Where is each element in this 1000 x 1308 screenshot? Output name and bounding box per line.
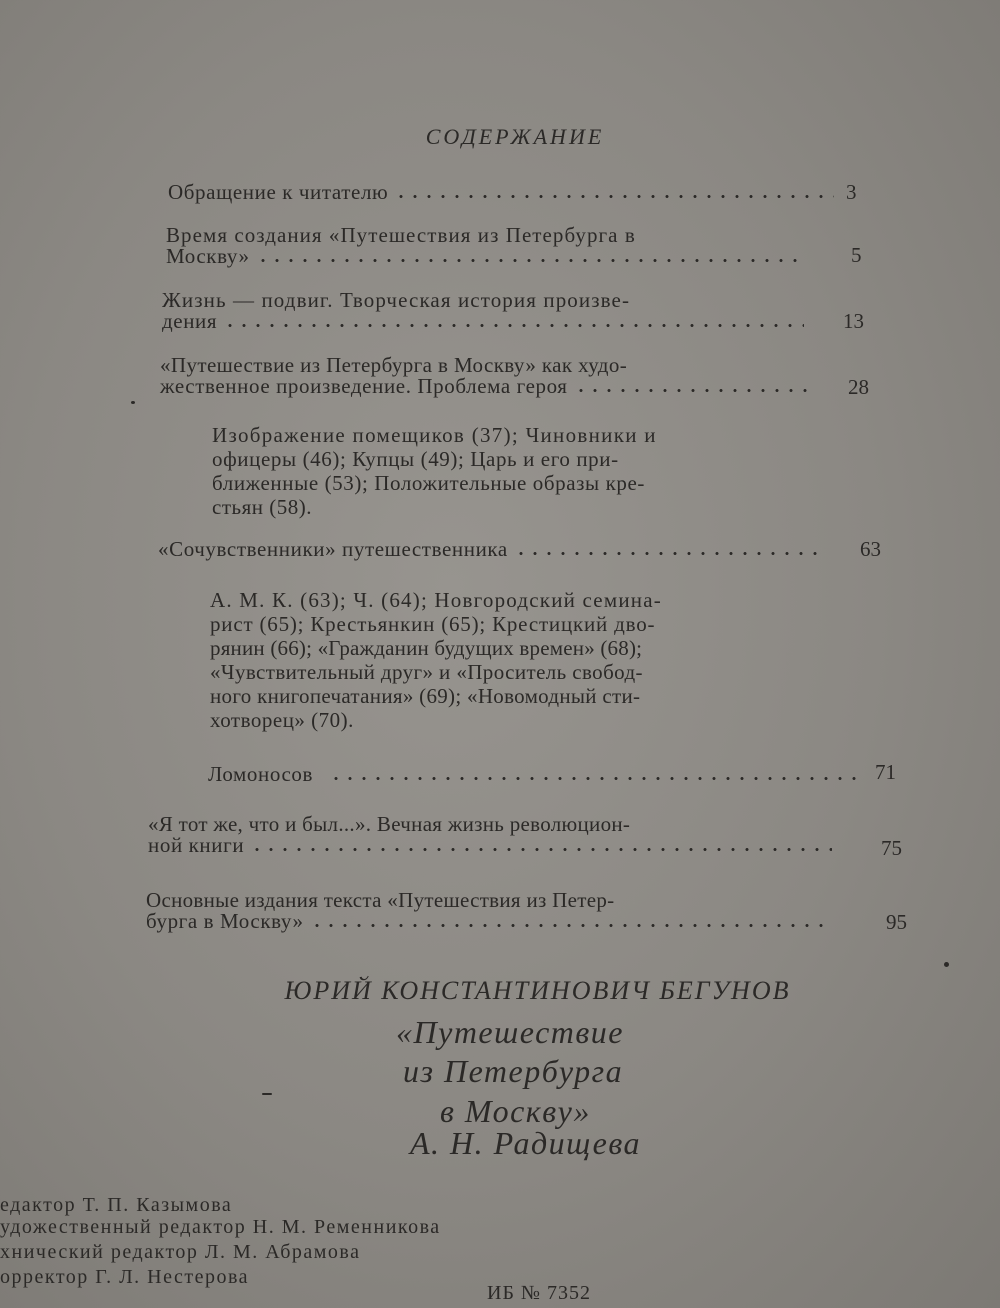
toc-sub-line: А. М. К. (63); Ч. (64); Новгородский семина- — [210, 588, 662, 612]
dot-leader — [329, 776, 862, 781]
dot-leader — [574, 388, 809, 393]
toc-entry-5 — [158, 539, 826, 560]
toc-entry-1 — [168, 182, 840, 203]
toc-entry-4 — [160, 355, 815, 397]
toc-sub-line: «Чувствительный друг» и «Проситель свобод- — [210, 660, 643, 684]
toc-sub-line: Изображение помещиков (37); Чиновники и — [212, 423, 657, 447]
toc-entry-line: Жизнь — подвиг. Творческая история произве- — [162, 288, 631, 312]
paper-speck — [262, 1093, 272, 1095]
toc-sub-line: рист (65); Крестьянкин (65); Крестицкий дво- — [210, 612, 656, 636]
toc-entry-title: бурга в Москву» — [146, 909, 304, 933]
toc-page-number: 3 — [846, 180, 857, 204]
ib-number: ИБ № 7352 — [487, 1282, 592, 1304]
toc-page-number: 13 — [843, 309, 864, 333]
toc-entry-2 — [166, 225, 806, 267]
toc-entry-title: «Сочувственники» путешественника — [158, 537, 508, 561]
book-title-line: «Путешествие — [396, 1014, 624, 1050]
toc-subsection-2 — [210, 588, 662, 732]
paper-speck — [944, 962, 949, 967]
toc-subsection-1 — [212, 423, 657, 519]
toc-page-number: 5 — [851, 243, 862, 267]
toc-sub-line: рянин (66); «Гражданин будущих времен» (68); — [210, 636, 643, 660]
toc-entry-line: «Путешествие из Петербурга в Москву» как худо- — [160, 353, 628, 377]
toc-page-number: 63 — [860, 537, 881, 561]
dot-leader — [514, 551, 820, 556]
dot-leader — [256, 258, 800, 263]
dot-leader — [394, 194, 834, 199]
toc-entry-line: Основные издания текста «Путешествия из Петер- — [146, 888, 615, 912]
toc-sub-line: стьян (58). — [212, 495, 312, 519]
dot-leader — [310, 923, 832, 928]
toc-entry-title: жественное произведение. Проблема героя — [160, 374, 568, 398]
dot-leader — [223, 323, 804, 328]
toc-entry-title: ной книги — [148, 833, 245, 857]
toc-entry-8 — [146, 890, 838, 932]
credit-tech-editor: хнический редактор Л. М. Абрамова — [0, 1241, 361, 1263]
toc-entry-title: Обращение к читателю — [168, 180, 389, 204]
toc-sub-line: ближенные (53); Положительные образы кре- — [212, 471, 646, 495]
toc-entry-title: Ломоносов — [208, 762, 314, 786]
toc-entry-6 — [208, 764, 868, 785]
toc-page-number: 75 — [881, 836, 902, 860]
credit-proofreader: орректор Г. Л. Нестерова — [0, 1266, 250, 1288]
toc-entry-3 — [162, 290, 810, 332]
toc-entry-7 — [148, 814, 838, 856]
toc-entry-line: Время создания «Путешествия из Петербурга в — [166, 223, 636, 247]
credit-art-editor: удожественный редактор Н. М. Ременникова — [0, 1216, 441, 1238]
toc-sub-line: офицеры (46); Купцы (49); Царь и его при- — [212, 447, 619, 471]
book-title-line: из Петербурга — [403, 1053, 624, 1089]
paper-speck — [131, 401, 135, 404]
toc-sub-line: хотворец» (70). — [210, 708, 354, 732]
book-title-line: А. Н. Радищева — [410, 1125, 641, 1161]
toc-entry-title: дения — [162, 309, 218, 333]
book-title-line: в Москву» — [440, 1093, 591, 1129]
credit-editor: едактор Т. П. Казымова — [0, 1194, 233, 1216]
toc-entry-title: Москву» — [166, 244, 250, 268]
contents-heading: СОДЕРЖАНИЕ — [425, 124, 605, 149]
toc-sub-line: ного книгопечатания» (69); «Новомодный сти- — [210, 684, 641, 708]
toc-page-number: 95 — [886, 910, 907, 934]
toc-page-number: 71 — [875, 760, 896, 784]
dot-leader — [250, 847, 832, 852]
author-name: ЮРИЙ КОНСТАНТИНОВИЧ БЕГУНОВ — [284, 976, 791, 1005]
toc-page-number: 28 — [848, 375, 869, 399]
toc-entry-line: «Я тот же, что и был...». Вечная жизнь революцион- — [148, 812, 631, 836]
